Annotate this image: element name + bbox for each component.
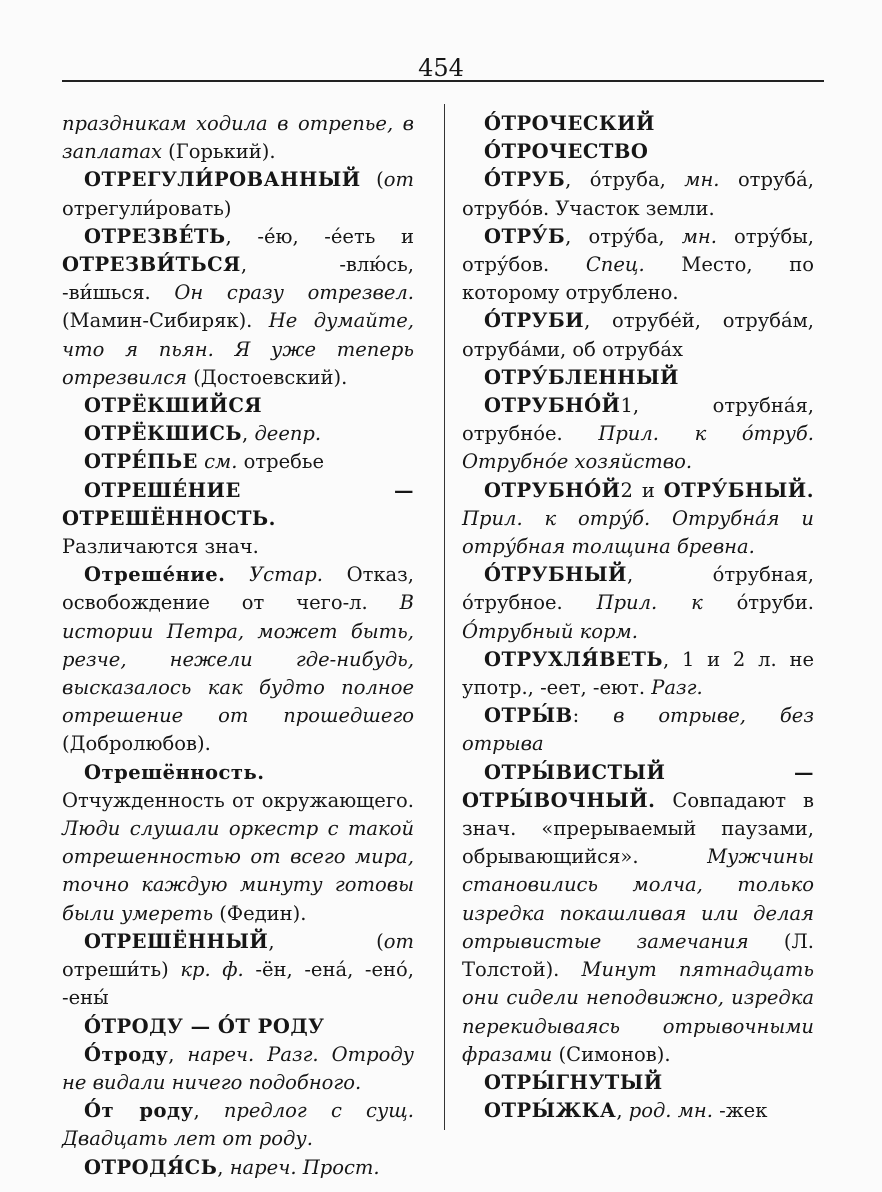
entry-italic-text: нареч. Разг. Отроду не видали ничего подобного. <box>62 1042 414 1094</box>
entry-italic-text: Он сразу отрезвел. <box>174 281 414 305</box>
dictionary-entry <box>62 928 414 1013</box>
entry-headword: Отреше́ние. <box>84 563 226 587</box>
dictionary-entry <box>62 1013 414 1041</box>
entry-text: , о́труба, <box>565 168 685 192</box>
entry-text <box>225 563 249 586</box>
entry-headword: ОТРЕГУЛИ́РОВАННЫЙ <box>84 168 361 192</box>
entry-italic-text: Минут пятнадцать они сидели неподвижно, изредка перекидываясь отрывочными фразами <box>462 958 814 1066</box>
entry-headword: ОТРЕШЕ́НИЕ — ОТРЕШЁННОСТЬ. <box>62 478 414 530</box>
dictionary-entry <box>462 166 814 222</box>
dictionary-entry <box>462 110 814 138</box>
entry-italic-text: предлог с сущ. Двадцать лет от роду. <box>62 1099 414 1151</box>
entry-text: (Федин). <box>213 901 307 925</box>
dictionary-entry <box>62 166 414 222</box>
entry-italic-text: праздникам ходила в отрепье, в заплатах <box>62 112 414 164</box>
entry-headword: О́ТРОДУ — О́Т РОДУ <box>84 1014 325 1038</box>
dictionary-entry <box>62 477 414 562</box>
entry-italic-text: Разг. <box>651 676 703 700</box>
entry-text: , ( <box>268 929 384 953</box>
entry-text: (Горький). <box>161 140 276 164</box>
entry-text: отру́бы, отру́бов. <box>462 224 814 277</box>
dictionary-entry <box>62 1041 414 1097</box>
right-column <box>462 110 814 1125</box>
entry-text: -жек <box>712 1099 768 1123</box>
entry-headword: ОТРЕ́ПЬЕ <box>84 450 198 474</box>
entry-italic-text: В истории Петра, может быть, резче, нежели где-нибудь, высказалось как будто полное отрешение от прошедшего <box>62 591 414 728</box>
entry-text: , о́трубная, о́трубное. <box>462 563 814 615</box>
entry-text: Отчужденность от окружающего. <box>62 788 414 812</box>
entry-italic-text: нареч. Прост. <box>229 1155 380 1179</box>
entry-italic-text: Мужчины становились молча, только изредка покашливая или делая отрывистые замечания <box>462 845 814 953</box>
entry-italic-text: Прил. к <box>598 422 707 446</box>
dictionary-entry <box>462 646 814 702</box>
dictionary-entry <box>62 392 414 420</box>
entry-text: 2 и <box>620 478 664 502</box>
entry-italic-text: о́труб. Отрубно́е хозяйство. <box>462 422 814 474</box>
entry-text: , <box>242 422 255 446</box>
entry-headword: ОТРУБНО́Й <box>484 478 621 502</box>
dictionary-entry <box>62 1154 414 1182</box>
dictionary-entry <box>462 392 814 477</box>
dictionary-entry <box>62 759 414 928</box>
entry-headword: О́ТРУБИ <box>484 309 585 333</box>
dictionary-entry <box>462 759 814 1069</box>
entry-text: о́труби. <box>702 591 814 615</box>
header-rule <box>62 80 824 82</box>
entry-headword: ОТРЫ́ГНУТЫЙ <box>484 1070 663 1094</box>
entry-text: 1, отрубна́я, отрубно́е. <box>462 394 814 446</box>
dictionary-entry <box>462 223 814 308</box>
entry-headword: ОТРЫ́ВИСТЫЙ — ОТРЫ́ВОЧНЫЙ. <box>462 760 814 812</box>
entry-headword: О́ТРУБ <box>484 168 566 192</box>
dictionary-entry <box>462 477 814 562</box>
dictionary-entry <box>462 702 814 758</box>
entry-text: : <box>572 704 614 728</box>
dictionary-entry <box>462 307 814 363</box>
entry-text: Место, по которому отрублено. <box>462 253 814 305</box>
dictionary-entry <box>462 1069 814 1097</box>
entry-italic-text: род. мн. <box>628 1099 713 1123</box>
entry-headword: ОТРЕЗВЕ́ТЬ <box>84 224 226 248</box>
entry-text: , -е́ю, -е́еть и <box>225 224 414 248</box>
entry-headword: ОТРУ́БНЫЙ. <box>663 478 814 502</box>
dictionary-entry <box>62 110 414 166</box>
entry-italic-text: Устар. <box>249 563 323 587</box>
entry-headword: ОТРЁКШИСЬ <box>84 422 243 446</box>
entry-italic-text: от <box>383 168 414 192</box>
entry-headword: Отрешённость. <box>84 760 265 784</box>
entry-text: , отрубе́й, отруба́м, отруба́ми, об отруба́х <box>462 309 814 361</box>
entry-text: , <box>193 1099 224 1123</box>
column-divider <box>444 104 445 1130</box>
entry-italic-text: см. <box>204 450 238 474</box>
entry-italic-text: мн. <box>684 168 720 192</box>
entry-text: отрегули́ровать) <box>62 196 232 220</box>
entry-text: (Достоевский). <box>187 365 348 389</box>
dictionary-entry <box>62 561 414 758</box>
dictionary-entry <box>462 561 814 646</box>
entry-headword: ОТРЫ́ЖКА <box>484 1099 617 1123</box>
entry-headword: ОТРУ́БЛЕННЫЙ <box>484 365 679 389</box>
entry-italic-text: деепр. <box>254 422 322 446</box>
entry-text: -ён, -ена́, -ено́, -ены́ <box>62 958 414 1010</box>
entry-text: Отказ, освобождение от чего-л. <box>62 563 415 615</box>
entry-italic-text: Прил. к отру́б. Отрубна́я и отру́бная толщина бревна. <box>462 506 814 559</box>
entry-text: (Добролюбов). <box>62 732 211 756</box>
entry-text: отреши́ть) <box>62 958 181 982</box>
entry-text: , <box>168 1042 188 1066</box>
entry-headword: ОТРЫ́В <box>484 704 573 728</box>
entry-headword: О́троду <box>84 1042 169 1066</box>
entry-headword: ОТРЕЗВИ́ТЬСЯ <box>62 253 241 277</box>
entry-text: , 1 и 2 л. не употр., -еет, -еют. <box>462 647 814 700</box>
dictionary-entry <box>462 1097 814 1125</box>
entry-text: , отру́ба, <box>565 224 682 248</box>
entry-headword: ОТРЕШЁННЫЙ <box>84 929 269 953</box>
entry-italic-text: Прил. к <box>596 591 703 615</box>
entry-headword: ОТРУХЛЯ́ВЕТЬ <box>484 647 664 671</box>
entry-text: Различаются знач. <box>62 535 259 559</box>
dictionary-entry <box>62 448 414 476</box>
entry-italic-text: О́трубный корм. <box>462 619 638 643</box>
entry-headword: О́ТРУБНЫЙ <box>484 563 627 587</box>
entry-text: , <box>616 1099 629 1123</box>
entry-headword: ОТРУБНО́Й <box>484 394 621 418</box>
entry-text: отруба́, отрубо́в. Участок земли. <box>462 168 814 220</box>
entry-text: отребье <box>237 450 325 474</box>
dictionary-entry <box>62 223 414 392</box>
entry-italic-text: Не думайте, что я пьян. Я уже теперь отрезвился <box>62 309 414 389</box>
entry-italic-text: в отрыве, без отрыва <box>462 704 814 756</box>
dictionary-entry <box>62 420 414 448</box>
dictionary-entry <box>462 138 814 166</box>
left-column <box>62 110 414 1182</box>
entry-italic-text: мн. <box>681 224 717 248</box>
dictionary-entry <box>462 364 814 392</box>
entry-text <box>706 422 742 445</box>
page-number: 454 <box>418 54 464 82</box>
entry-text: ( <box>360 168 384 192</box>
entry-headword: ОТРУ́Б <box>484 224 566 248</box>
entry-text: , -влю́сь, -ви́шься. <box>62 253 414 305</box>
entry-headword: О́ТРОЧЕСТВО <box>484 140 649 164</box>
entry-italic-text: Люди слушали оркестр с такой отрешенностью от всего мира, точно каждую минуту готовы были умереть <box>62 817 414 925</box>
entry-headword: О́ТРОЧЕСКИЙ <box>484 112 655 135</box>
entry-headword: ОТРЁКШИЙСЯ <box>84 394 263 418</box>
entry-italic-text: Спец. <box>585 253 645 277</box>
entry-headword: ОТРОДЯ́СЬ <box>84 1155 218 1179</box>
entry-text: (Мамин-Сибиряк). <box>62 309 269 333</box>
entry-italic-text: от <box>383 929 414 953</box>
dictionary-entry <box>62 1097 414 1153</box>
entry-italic-text: кр. ф. <box>180 958 244 982</box>
entry-headword: О́т роду <box>84 1099 194 1123</box>
entry-text: (Симонов). <box>552 1042 671 1066</box>
entry-text: , <box>217 1155 230 1179</box>
entry-text: (Л. Толстой). <box>462 929 815 982</box>
entry-text: Совпадают в знач. «прерываемый паузами, обрывающийся». <box>462 788 814 869</box>
